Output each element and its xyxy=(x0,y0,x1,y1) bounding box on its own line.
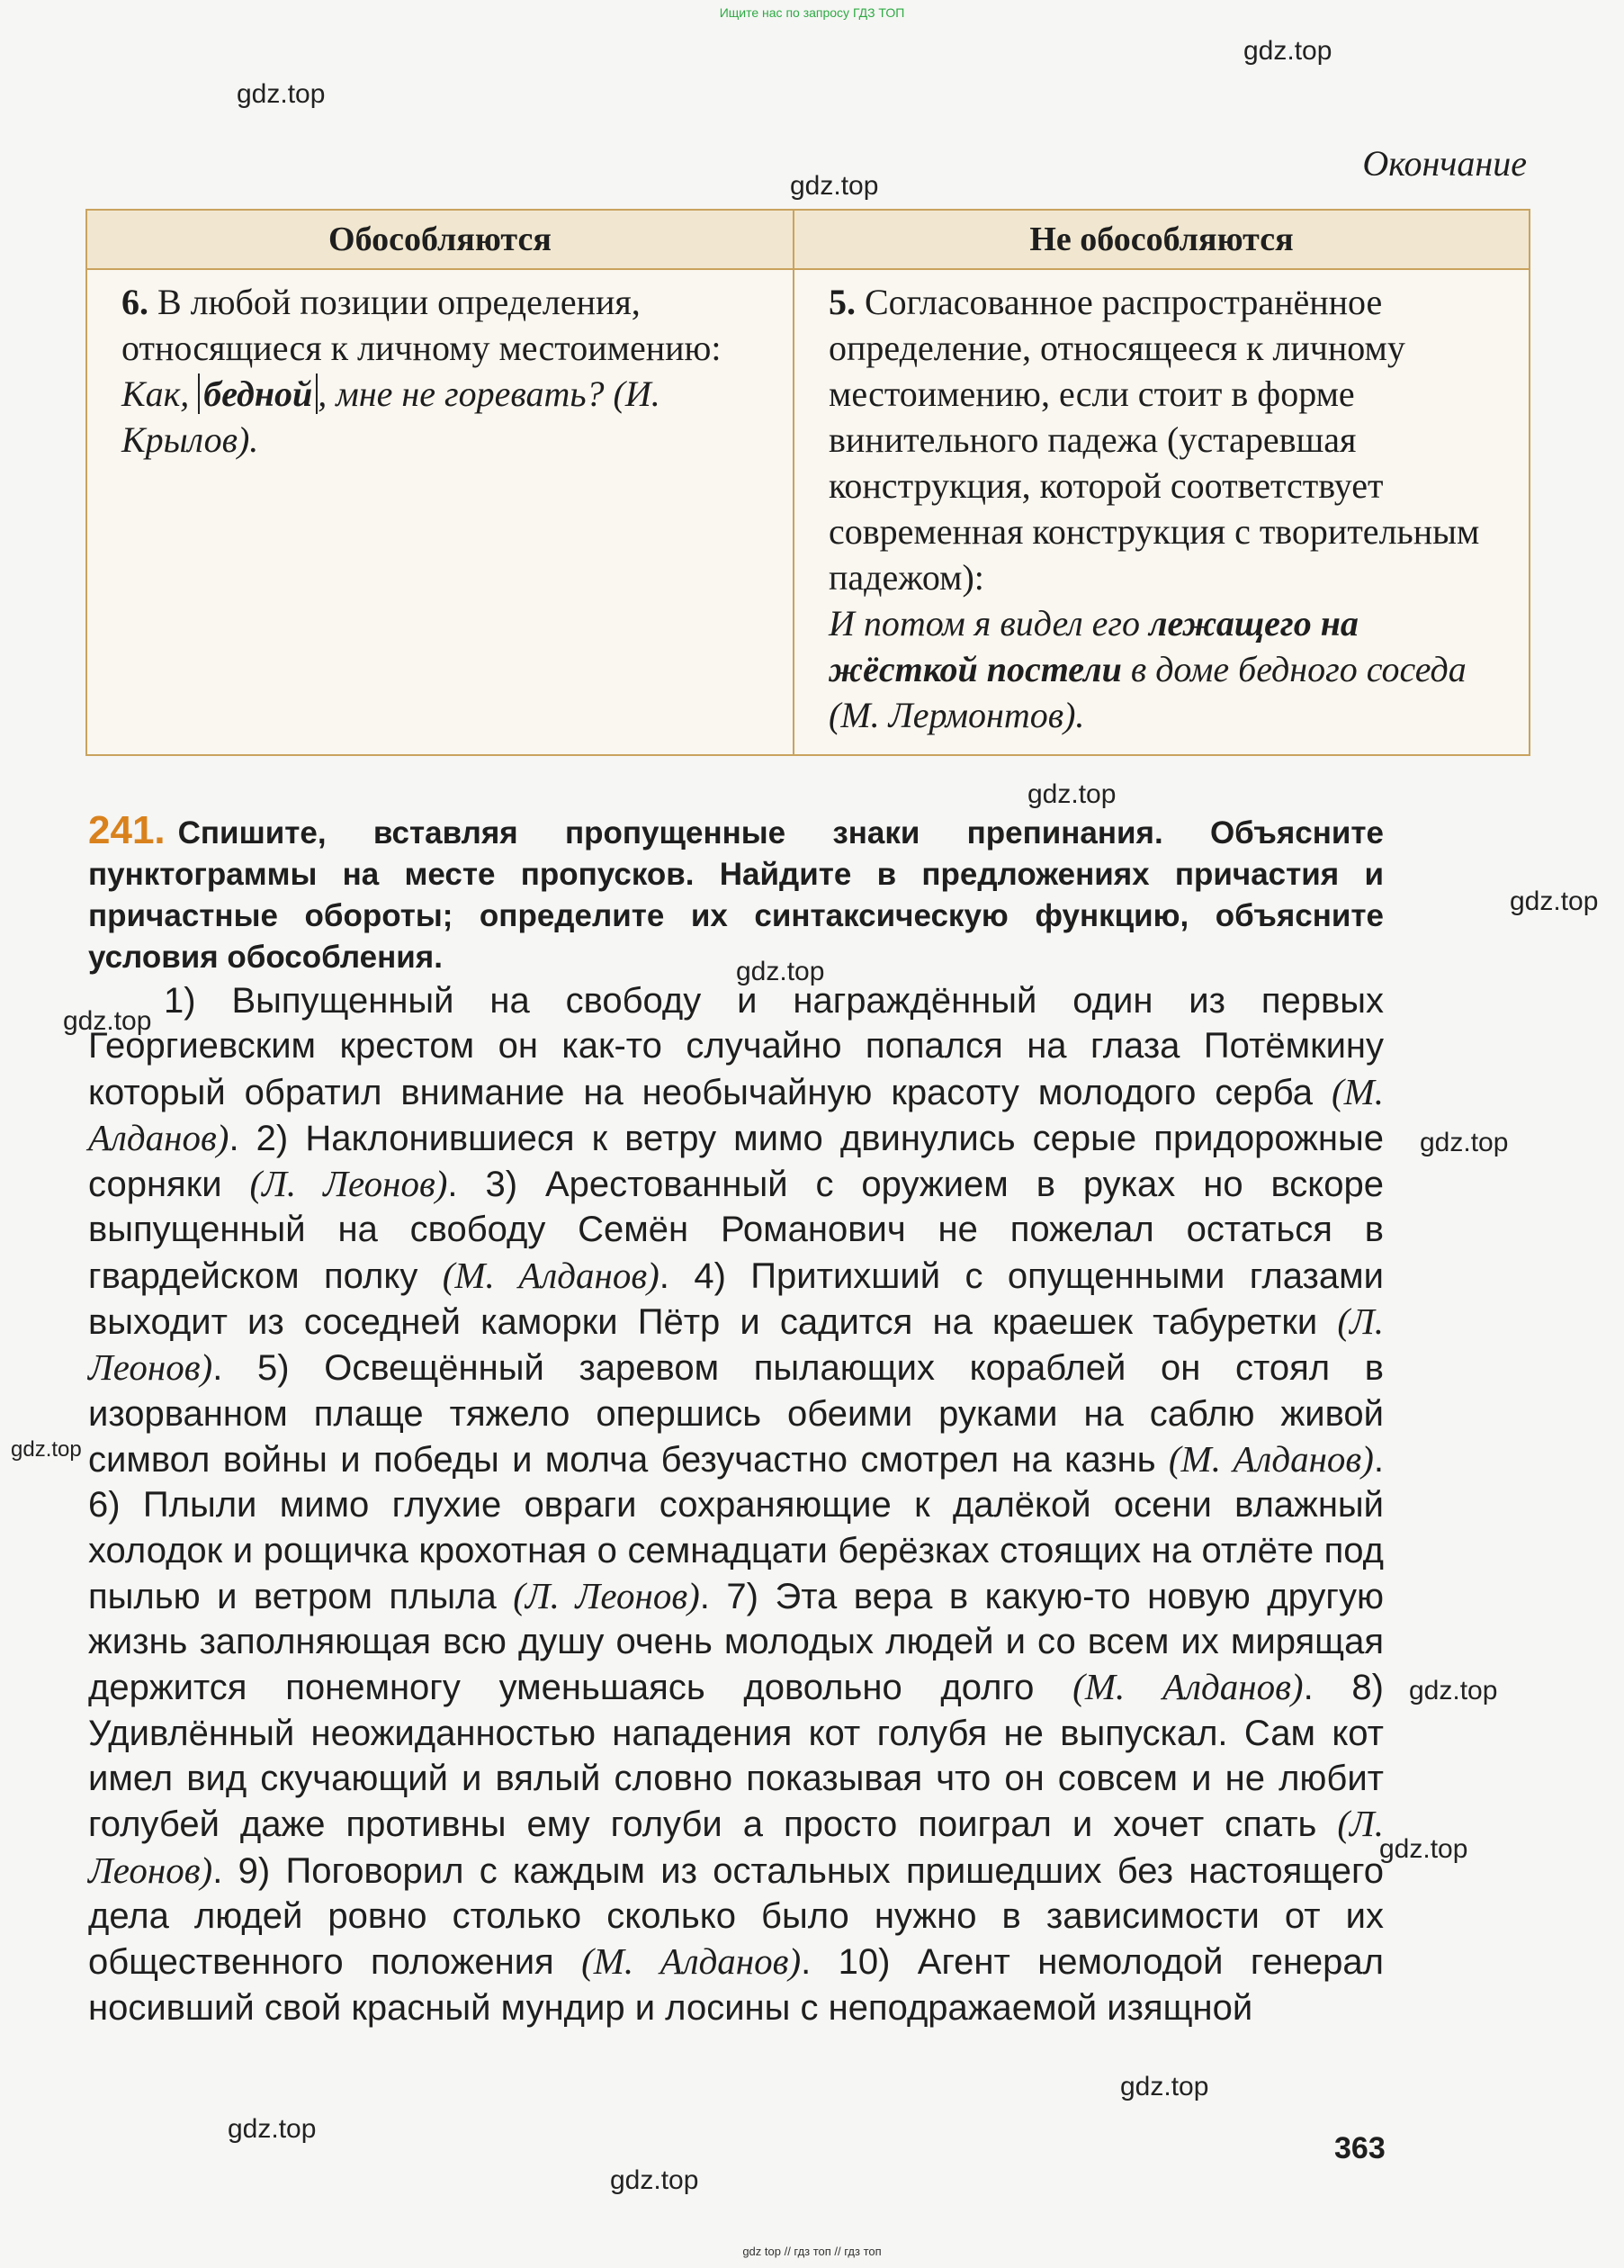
highlighted-phrase: лежащего на жёсткой постели xyxy=(829,603,1359,689)
exercise-task xyxy=(88,810,1384,978)
watermark: gdz.top xyxy=(1379,1834,1468,1864)
author-citation: (Л. Леонов) xyxy=(88,1300,1384,1389)
sentence-text: . 4) Притихший с опущенными глазами выходит из соседней каморки Пётр и садится на краешек табуретки xyxy=(88,1256,1384,1343)
rule-text: Согласованное распространённое определение, относящееся к личному местоимению, если стоит в форме винительного падежа (устаревшая конструкция, которой соответствует современная конструкция с творительным падежом): xyxy=(829,282,1480,598)
example-text xyxy=(121,374,660,460)
exercise-241 xyxy=(88,810,1384,2030)
sentence-text: . 3) Арестованный с оружием в руках но вскоре выпущенный на свободу Семён Романович не пожелал остаться в гвардейском полку xyxy=(88,1165,1384,1296)
table-row xyxy=(86,269,1530,755)
page-number: 363 xyxy=(1334,2131,1386,2165)
watermark: gdz.top xyxy=(1420,1128,1509,1157)
watermark: gdz.top xyxy=(11,1437,82,1462)
exercise-sentences xyxy=(88,978,1384,2030)
watermark: gdz.top xyxy=(610,2165,699,2195)
sentence-text: . 6) Плыли мимо глухие овраги сохраняющие к далёкой осени влажный холодок и рощичка крохотная о семнадцати берёзках стоящих на отлёте под пылью и ветром плыла xyxy=(88,1439,1385,1616)
sentence-text: . 10) Агент немолодой генерал носивший свой красный мундир и лосины с неподражаемой изящной xyxy=(88,1942,1384,2028)
rule-cell-not-separated xyxy=(794,269,1530,755)
author-citation: (М. Алданов) xyxy=(581,1940,802,1983)
watermark: gdz.top xyxy=(736,957,825,986)
table-header-row xyxy=(86,210,1530,269)
example-part: Как, xyxy=(121,374,199,414)
example-part: в доме бедного соседа (М. Лермонтов). xyxy=(829,649,1467,735)
author-citation: (М. Алданов) xyxy=(1168,1437,1374,1480)
ending-label: Окончание xyxy=(1362,143,1527,184)
header-not-separated: Не обособляются xyxy=(794,210,1530,269)
exercise-number: 241. xyxy=(88,808,166,852)
bottom-banner: gdz top // гдз топ // гдз топ xyxy=(742,2245,882,2258)
header-separated: Обособляются xyxy=(86,210,794,269)
sentence-text: 1) Выпущенный на свободу и награждённый один из первых Георгиевским крестом он как-то случайно попался на глаза Потёмкину который обратил внимание на необычайную красоту молодого серба xyxy=(88,981,1384,1112)
exercise-task-text: Спишите, вставляя пропущенные знаки препинания. Объясните пунктограммы на месте пропусков. Найдите в предложениях причастия и причастные обороты; определите их синтаксическую функцию, объясните условия обособления. xyxy=(88,815,1384,975)
rule-number: 5. xyxy=(829,282,856,322)
sentence-text: . 7) Эта вера в какую-то новую другую жизнь заполняющая всю душу очень молодых людей и со всем их мирящая держится понемногу уменьшаясь довольно долго xyxy=(88,1576,1384,1708)
watermark: gdz.top xyxy=(63,1006,152,1036)
watermark: gdz.top xyxy=(1510,886,1599,916)
example-text xyxy=(829,603,1467,735)
watermark: gdz.top xyxy=(237,79,326,109)
sentence-text: . 2) Наклонившиеся к ветру мимо двинулись серые придорожные сорняки xyxy=(88,1118,1384,1205)
example-part: И потом я видел его xyxy=(829,603,1150,644)
marked-word: бедной xyxy=(198,374,318,414)
author-citation: (Л. Леонов) xyxy=(88,1803,1384,1891)
top-banner: Ищите нас по запросу ГДЗ ТОП xyxy=(719,5,905,20)
sentence-text: . 5) Освещённый заревом пылающих кораблей он стоял в изорванном плаще тяжело опершись обеими руками на саблю живой символ войны и победы и молча безучастно смотрел на казнь xyxy=(88,1348,1384,1480)
rule-cell-separated xyxy=(86,269,794,755)
watermark: gdz.top xyxy=(1409,1676,1498,1706)
watermark: gdz.top xyxy=(790,171,879,201)
author-citation: (Л. Леонов) xyxy=(249,1163,448,1205)
watermark: gdz.top xyxy=(1027,779,1117,809)
author-citation: (М. Алданов) xyxy=(442,1254,659,1296)
sentence-text: . 9) Поговорил с каждым из остальных пришедших без настоящего дела людей ровно столько сколько было нужно в зависимости от их общественного положения xyxy=(88,1850,1384,1983)
rules-table xyxy=(85,209,1530,756)
author-citation: (Л. Леонов) xyxy=(513,1574,700,1616)
author-citation: (М. Алданов) xyxy=(1072,1666,1304,1708)
watermark: gdz.top xyxy=(1120,2072,1209,2102)
author-citation: (М. Алданов) xyxy=(88,1070,1384,1158)
rule-text: В любой позиции определения, относящиеся к личному местоимению: xyxy=(121,282,722,368)
rule-number: 6. xyxy=(121,282,148,322)
example-part: , мне не горевать? (И. Крылов). xyxy=(121,374,660,460)
sentence-text: . 8) Удивлённый неожиданностью нападения кот голубя не выпускал. Сам кот имел вид скучающий и вялый словно показывая что он совсем и не любит голубей даже противны ему голуби а просто поиграл и хочет спать xyxy=(88,1668,1384,1845)
watermark: gdz.top xyxy=(228,2114,317,2144)
watermark: gdz.top xyxy=(1243,36,1332,66)
